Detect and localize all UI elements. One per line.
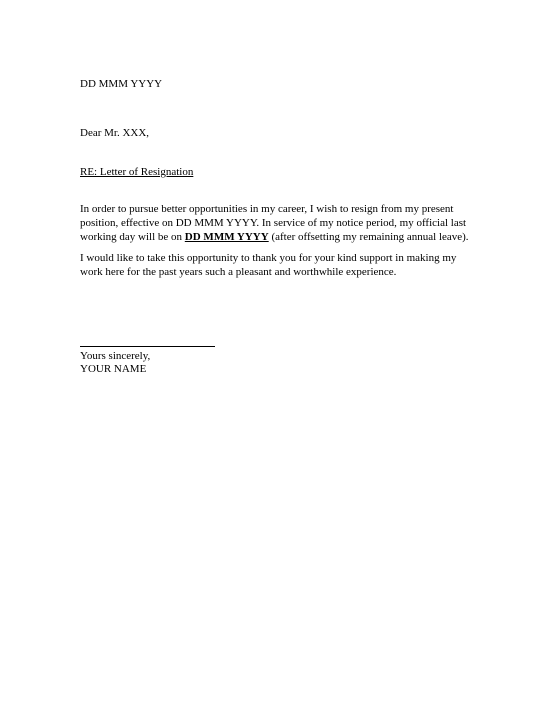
last-working-day: DD MMM YYYY bbox=[184, 231, 269, 243]
last-day-prefix: working day will be on bbox=[80, 231, 185, 243]
signature-line bbox=[80, 346, 215, 347]
paragraph-line: work here for the past years such a pleasant and worthwhile experience. bbox=[80, 266, 397, 278]
paragraph-thanks bbox=[80, 251, 480, 279]
subject-line: RE: Letter of Resignation bbox=[80, 166, 194, 178]
paragraph-line bbox=[80, 230, 480, 244]
last-day-suffix: (after offsetting my remaining annual leave). bbox=[268, 231, 469, 243]
paragraph-line: position, effective on DD MMM YYYY. In service of my notice period, my official last bbox=[80, 217, 467, 229]
paragraph-resignation bbox=[80, 202, 480, 244]
signature-name: YOUR NAME bbox=[80, 363, 147, 375]
paragraph-line: I would like to take this opportunity to thank you for your kind support in making my bbox=[80, 252, 457, 264]
paragraph-line: In order to pursue better opportunities in my career, I wish to resign from my present bbox=[80, 203, 454, 215]
closing: Yours sincerely, bbox=[80, 350, 151, 362]
letter-date: DD MMM YYYY bbox=[80, 78, 163, 90]
salutation: Dear Mr. XXX, bbox=[80, 127, 150, 139]
